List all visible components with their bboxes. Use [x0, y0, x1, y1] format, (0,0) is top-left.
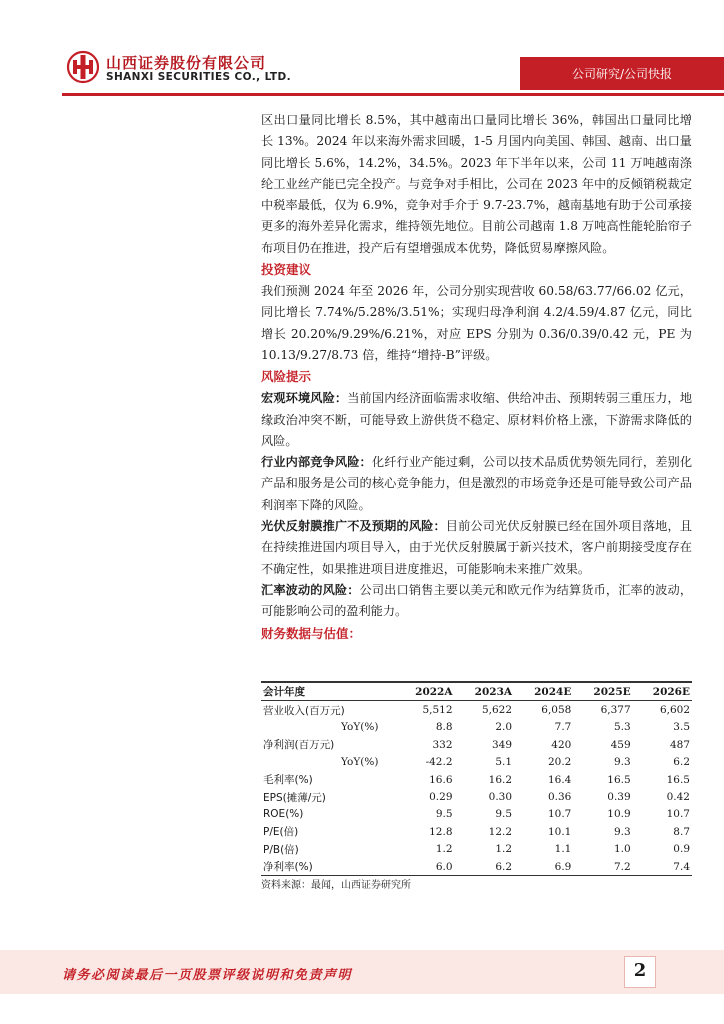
table-cell: 0.42	[666, 791, 690, 804]
table-cell: 6.2	[455, 858, 515, 876]
table-cell: 1.2	[495, 843, 513, 856]
risk-item-title: 汇率波动的风险：	[261, 582, 360, 597]
table-cell: 16.5	[607, 773, 631, 786]
row-label: YoY(%)	[341, 721, 379, 734]
page-number: 2	[633, 960, 647, 981]
row-label: YoY(%)	[341, 756, 379, 769]
page-number-box	[624, 956, 656, 988]
table-cell: 10.7	[547, 808, 572, 821]
main-content	[261, 110, 692, 645]
table-cell: -42.2	[425, 756, 453, 769]
table-cell: 5.1	[495, 756, 513, 769]
table-cell: 9.3	[613, 756, 631, 769]
risk-item-pv-film	[261, 516, 692, 580]
finance-heading: 财务数据与估值：	[261, 625, 362, 641]
table-cell: 10.9	[607, 808, 631, 821]
table-cell: 6,058	[541, 704, 572, 717]
table-row	[261, 754, 692, 771]
risk-item-competition	[261, 452, 692, 516]
risk-item-text: 目前公司光伏反射膜已经在国外项目落地，且在持续推进国内项目导入，由于光伏反射膜属于新兴技术，客户前期接受度存在不确定性，如果推进项目进度推迟，可能影响未来推广效果。	[261, 519, 693, 576]
table-cell: 3.5	[673, 721, 690, 734]
shanxi-securities-logo-icon	[66, 50, 100, 84]
row-label: ROE(%)	[263, 808, 304, 821]
table-row	[261, 858, 692, 876]
table-header-cell: 2024E	[514, 682, 573, 701]
row-label: EPS(摊薄/元)	[263, 791, 326, 804]
row-label: 毛利率(%)	[263, 774, 313, 787]
table-row	[261, 806, 692, 823]
table-cell: 5.3	[613, 721, 631, 734]
table-cell: 12.8	[429, 825, 453, 838]
table-row	[261, 788, 692, 805]
table-row	[261, 719, 692, 736]
table-cell: 2.0	[495, 721, 513, 734]
row-label: 净利润(百万元)	[263, 739, 335, 752]
table-cell: 7.2	[573, 858, 632, 876]
table-row	[261, 736, 692, 753]
table-header-row	[261, 682, 692, 701]
table-cell: 8.7	[673, 825, 690, 838]
risk-heading: 风险提示	[261, 369, 312, 385]
table-cell: 9.3	[613, 825, 631, 838]
table-cell: 420	[551, 738, 572, 751]
table-cell: 349	[491, 738, 513, 751]
table-cell: 0.30	[488, 791, 513, 804]
risk-item-title: 宏观环境风险：	[261, 391, 348, 406]
row-label: 营业收入(百万元)	[263, 704, 345, 717]
risk-item-title: 光伏反射膜推广不及预期的风险：	[261, 519, 446, 534]
table-header-cell: 2025E	[573, 682, 632, 701]
table-cell: 6.0	[395, 858, 455, 876]
invest-advice-text: 我们预测 2024 年至 2026 年，公司分别实现营收 60.58/63.77/66.02 亿元，同比增长 7.74%/5.28%/3.51%；实现归母净利润 4.2/4.59/4.87 亿元，同比增长 20.20%/9.29%/6.21%，对应 EPS 分别为 0.36/0.39/0.42 元，PE 为 10.13/9.27/8.73 倍，维持“增持-B”评级。	[261, 284, 692, 362]
table-header-cell: 2026E	[633, 682, 692, 701]
header-divider	[62, 93, 724, 96]
table-row	[261, 771, 692, 788]
risk-item-macro	[261, 388, 692, 452]
table-cell: 6,602	[659, 704, 690, 717]
report-type-bar	[520, 57, 724, 90]
risk-item-text: 化纤行业产能过剩，公司以技术品质优势领先同行，差别化产品和服务是公司的核心竞争能力，但是激烈的市场竞争还是可能导致公司产品利润率下降的风险。	[261, 455, 693, 512]
table-cell: 0.29	[429, 791, 453, 804]
table-cell: 16.6	[429, 773, 453, 786]
table-cell: 7.4	[633, 858, 692, 876]
report-type-label: 公司研究/公司快报	[571, 67, 673, 81]
table-cell: 6.9	[514, 858, 573, 876]
table-cell: 9.5	[435, 808, 453, 821]
table-cell: 9.5	[495, 808, 513, 821]
risk-item-text: 公司出口销售主要以美元和欧元作为结算货币，汇率的波动，可能影响公司的盈利能力。	[261, 582, 693, 619]
table-cell: 6,377	[600, 704, 631, 717]
table-cell: 20.2	[547, 756, 572, 769]
financial-data-table	[261, 681, 692, 876]
table-header-cell: 2022A	[395, 682, 455, 701]
table-cell: 7.7	[554, 721, 572, 734]
table-cell: 5,622	[481, 704, 513, 717]
table-cell: 0.36	[547, 791, 572, 804]
risk-item-text: 当前国内经济面临需求收缩、供给冲击、预期转弱三重压力，地缘政治冲突不断，可能导致上游供货不稳定、原材料价格上涨，下游需求降低的风险。	[261, 391, 693, 448]
table-cell: 8.8	[435, 721, 453, 734]
row-label: P/B(倍)	[263, 843, 299, 856]
risk-item-title: 行业内部竞争风险：	[261, 455, 372, 470]
page-header	[0, 0, 724, 100]
table-row	[261, 841, 692, 858]
table-cell: 16.4	[547, 773, 572, 786]
table-source-note: 资料来源：最闻，山西证券研究所	[261, 880, 411, 891]
table-cell: 5,512	[422, 704, 453, 717]
table-header-cell: 2023A	[455, 682, 515, 701]
table-cell: 459	[610, 738, 631, 751]
table-cell: 332	[432, 738, 453, 751]
table-cell: 1.2	[435, 843, 453, 856]
page-footer	[0, 950, 724, 994]
disclaimer-note: 请务必阅读最后一页股票评级说明和免责声明	[62, 968, 353, 983]
table-cell: 16.2	[488, 773, 513, 786]
table-cell: 0.39	[607, 791, 631, 804]
table-cell: 1.1	[554, 843, 572, 856]
intro-paragraph: 区出口量同比增长 8.5%，其中越南出口量同比增长 36%，韩国出口量同比增长 13%。2024 年以来海外需求回暖，1-5 月国内向美国、韩国、越南、出口量同比增长 5.6%，14.2%，34.5%。2023 年下半年以来，公司 11 万吨越南涤纶工业丝产能已完全投产。与竞争对手相比，公司在 2023 年中的反倾销税裁定中税率最低，仅为 6.9%，竞争对手介于 9.7-23.7%，越南基地有助于公司承接更多的海外差异化需求，维持领先地位。目前公司越南 1.8 万吨高性能轮胎帘子布项目仍在推进，投产后有望增强成本优势，降低贸易摩擦风险。	[261, 113, 692, 255]
table-cell: 16.5	[666, 773, 690, 786]
table-cell: 0.9	[673, 843, 690, 856]
company-name-cn: 山西证券股份有限公司	[106, 54, 267, 72]
table-cell: 487	[669, 738, 690, 751]
table-row	[261, 701, 692, 719]
table-cell: 6.2	[673, 756, 690, 769]
company-name-en: SHANXI SECURITIES CO., LTD.	[106, 71, 291, 83]
row-label: P/E(倍)	[263, 826, 299, 839]
row-label: 净利率(%)	[261, 858, 395, 876]
table-cell: 12.2	[488, 825, 513, 838]
invest-advice-heading: 投资建议	[261, 262, 312, 278]
table-cell: 10.1	[547, 825, 572, 838]
table-cell: 1.0	[613, 843, 631, 856]
risk-item-fx	[261, 580, 692, 623]
table-row	[261, 823, 692, 840]
table-header-cell: 会计年度	[261, 682, 395, 701]
table-cell: 10.7	[666, 808, 690, 821]
